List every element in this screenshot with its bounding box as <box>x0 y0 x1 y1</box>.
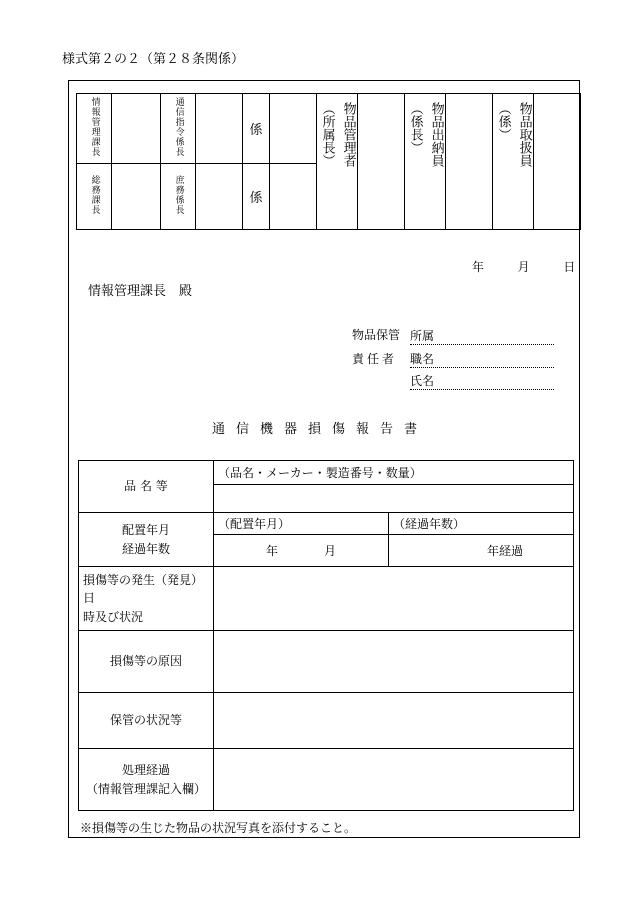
placement-field[interactable]: 年 月 <box>214 535 389 567</box>
item-hint: （品名・メーカー・製造番号・数量） <box>214 461 574 485</box>
process-field[interactable] <box>214 749 574 811</box>
stamp-label-shomu: 庶務係長 <box>161 164 196 230</box>
date-year: 年 <box>472 260 485 274</box>
stamp-box-3a[interactable] <box>270 94 317 164</box>
stamp-label-kakari-top: 係 <box>243 94 270 164</box>
stamp-box-3b[interactable] <box>270 164 317 230</box>
date-day: 日 <box>563 260 576 274</box>
name-field[interactable]: 氏名 <box>410 372 554 390</box>
process-label: 処理経過 （情報管理課記入欄） <box>79 749 214 811</box>
stamp-label-kanrisha: 物品管理者 （所属長） <box>317 94 358 230</box>
placement-label: 配置年月 経過年数 <box>79 513 214 567</box>
responsible-label-1: 物品保管 <box>352 328 401 342</box>
stamp-box-2b[interactable] <box>196 164 243 230</box>
report-date[interactable] <box>472 258 575 275</box>
storage-label: 保管の状況等 <box>79 693 214 749</box>
form-number: 様式第２の２（第２８条関係） <box>62 52 245 67</box>
item-field[interactable] <box>214 485 574 513</box>
storage-field[interactable] <box>214 693 574 749</box>
stamp-box-1b[interactable] <box>112 164 161 230</box>
stamp-label-soumu: 総務課長 <box>77 164 112 230</box>
occurrence-label: 損傷等の発生（発見）日 時及び状況 <box>79 567 214 631</box>
stamp-label-suitou: 物品出納員 （係長） <box>405 94 446 230</box>
cause-label: 損傷等の原因 <box>79 631 214 693</box>
stamp-box-1a[interactable] <box>112 94 161 164</box>
position-field[interactable]: 職名 <box>410 350 554 368</box>
stamp-box-kanrisha[interactable] <box>358 94 405 230</box>
elapsed-field[interactable]: 年経過 <box>389 535 574 567</box>
stamp-label-tsushin: 通信指令係長 <box>161 94 196 164</box>
addressee: 情報管理課長 殿 <box>88 284 193 299</box>
responsible-label-2: 責任者 <box>352 352 398 366</box>
attachment-note: ※損傷等の生じた物品の状況写真を添付すること。 <box>80 821 357 835</box>
stamp-label-jouhou: 情報管理課長 <box>77 94 112 164</box>
approval-stamp-table <box>76 93 581 230</box>
date-month: 月 <box>517 260 530 274</box>
placement-hint: （配置年月） <box>214 513 389 535</box>
item-label: 品 名 等 <box>79 461 214 513</box>
stamp-box-suitou[interactable] <box>446 94 493 230</box>
report-table <box>78 460 574 811</box>
elapsed-hint: （経過年数） <box>389 513 574 535</box>
affiliation-field[interactable]: 所属 <box>410 327 554 345</box>
cause-field[interactable] <box>214 631 574 693</box>
stamp-label-kakari-bottom: 係 <box>243 164 270 230</box>
stamp-label-toriatsukai: 物品取扱員 （係） <box>493 94 534 230</box>
stamp-box-toriatsukai[interactable] <box>534 94 581 230</box>
document-title: 通信機器損傷報告書 <box>212 422 429 437</box>
stamp-box-2a[interactable] <box>196 94 243 164</box>
occurrence-field[interactable] <box>214 567 574 631</box>
